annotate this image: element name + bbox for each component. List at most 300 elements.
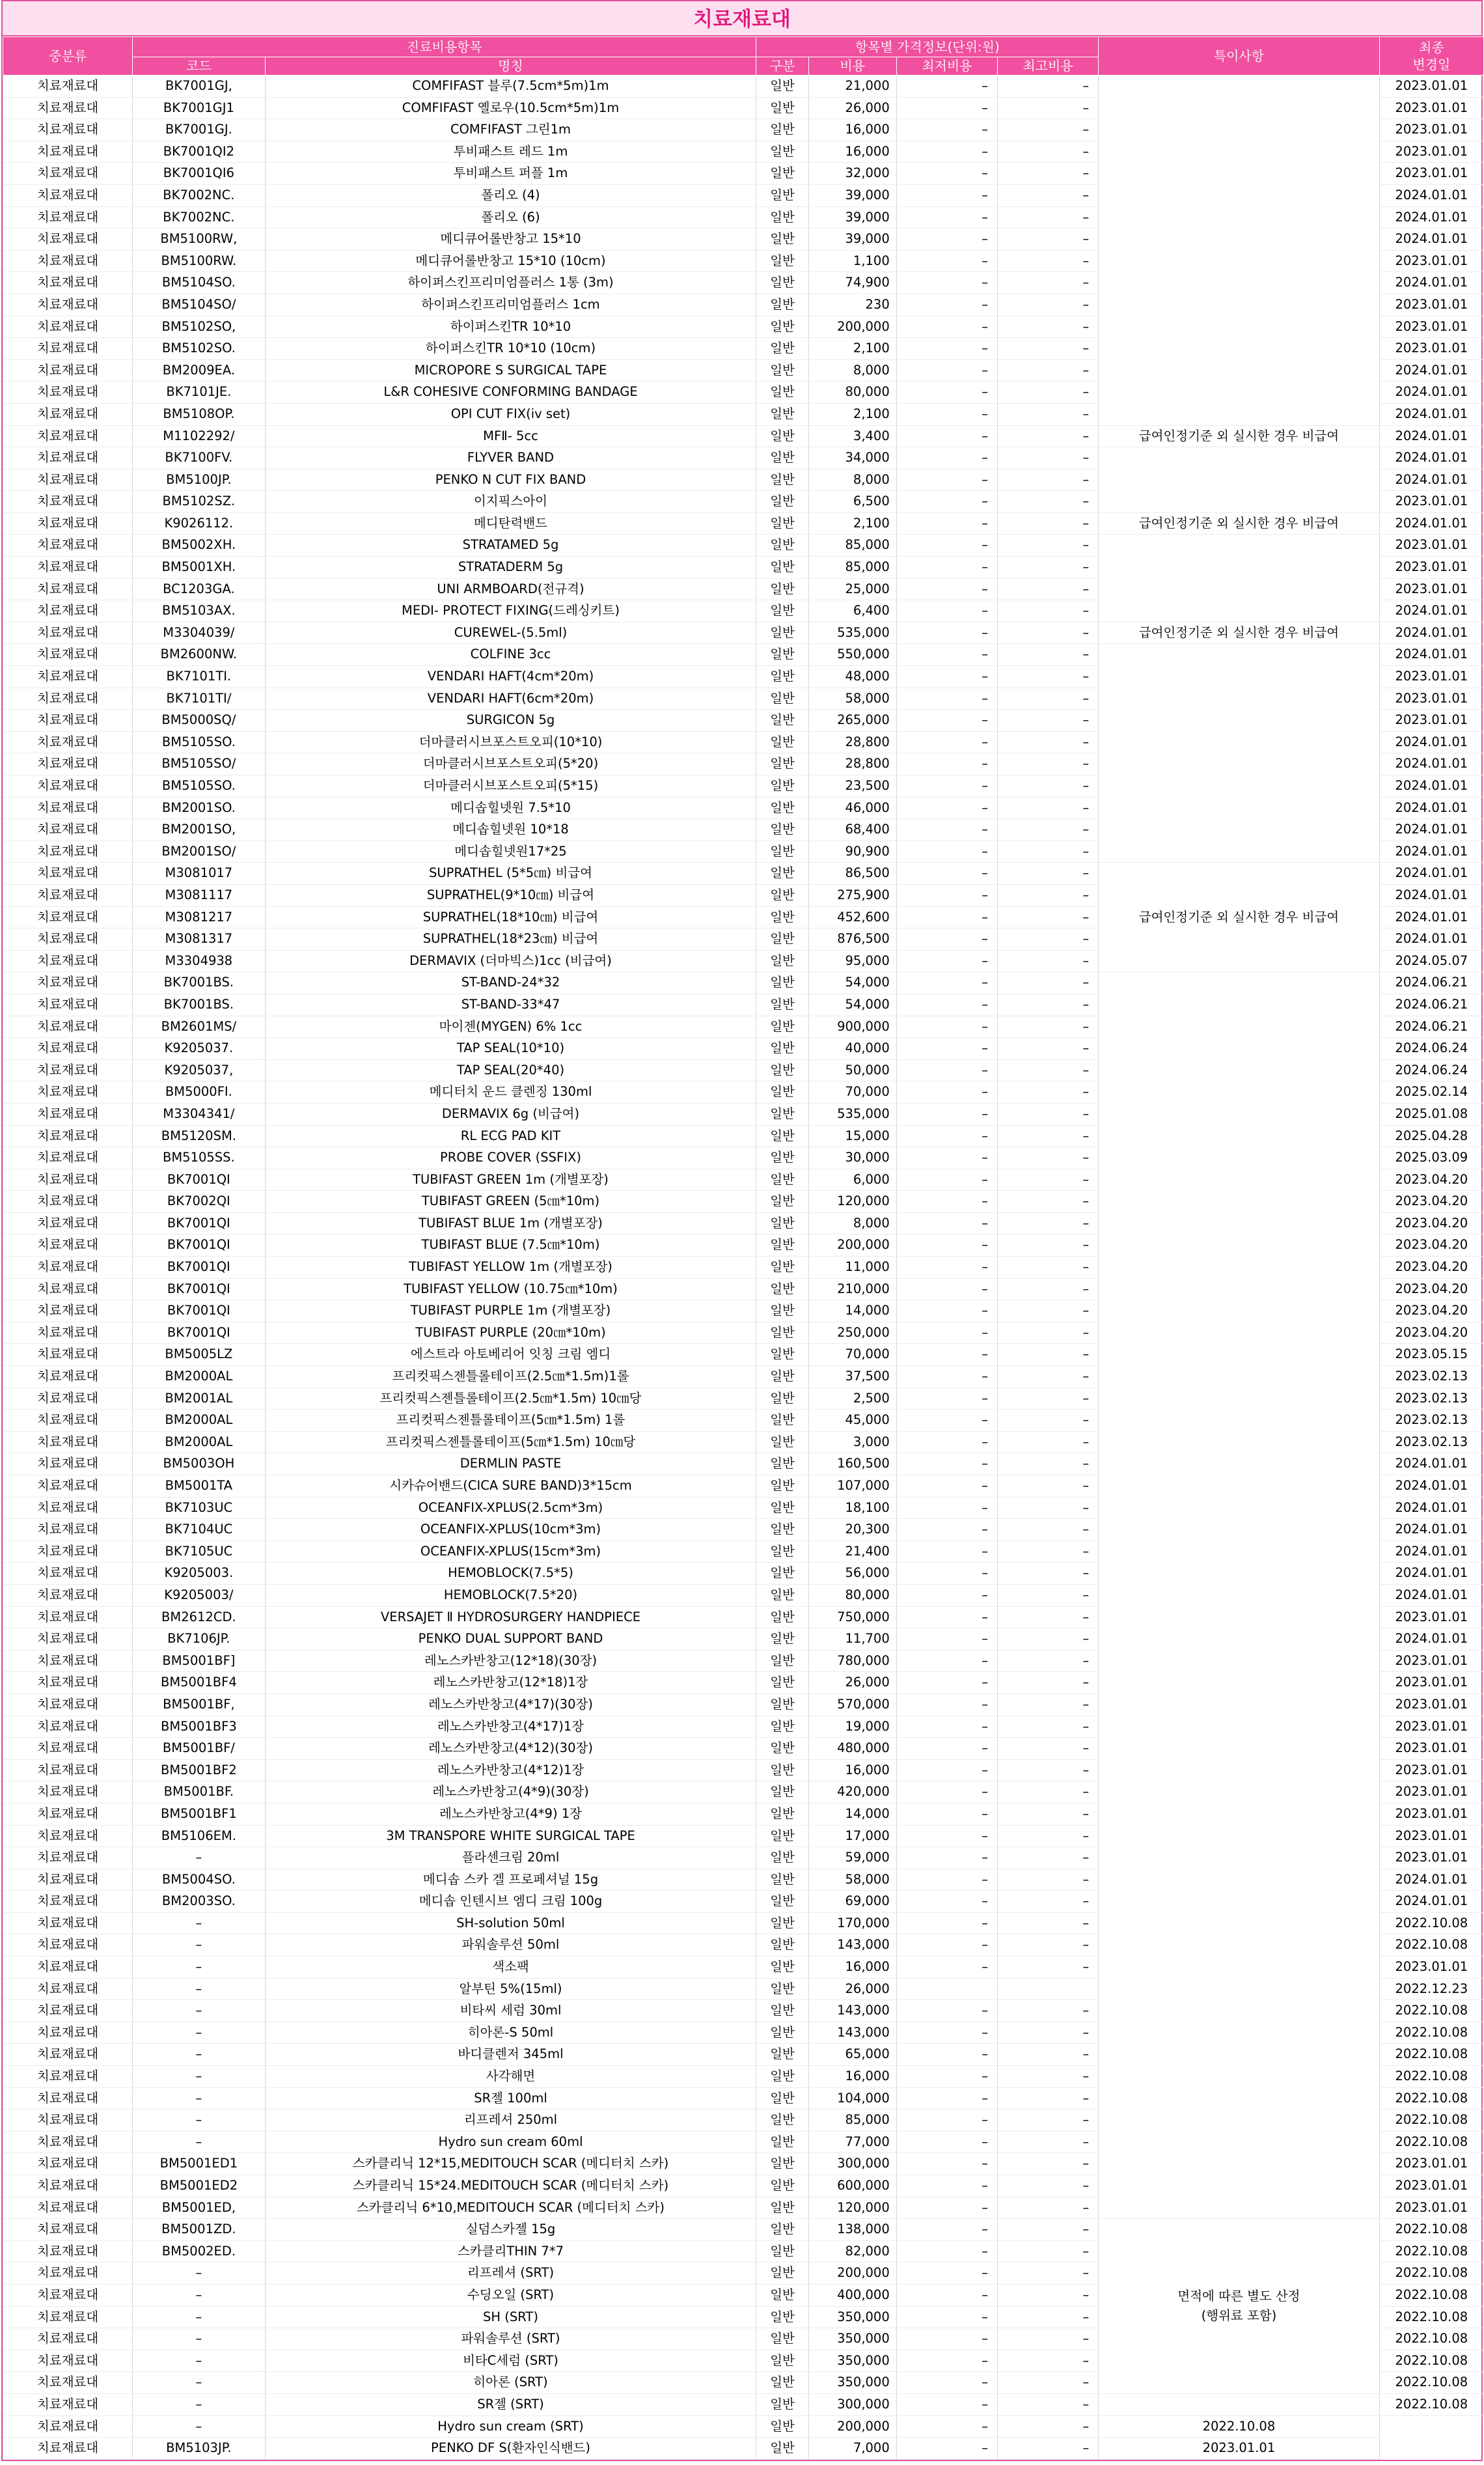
- cell-price: 120,000: [808, 2197, 896, 2219]
- cell-name: SURGICON 5g: [265, 710, 756, 732]
- cell-name: 메디솝힐넷원 7.5*10: [265, 797, 756, 819]
- cell-price: 400,000: [808, 2284, 896, 2306]
- cell-updated: 2024.01.01: [1379, 1869, 1483, 1891]
- cell-min-price: –: [896, 97, 997, 119]
- cell-category: 치료재료대: [3, 2066, 133, 2088]
- cell-category: 치료재료대: [3, 1431, 133, 1453]
- cell-code: BM2009EA.: [133, 359, 265, 382]
- cell-updated: 2023.01.01: [1379, 1650, 1483, 1672]
- cell-updated: 2023.02.13: [1379, 1410, 1483, 1432]
- cell-max-price: –: [997, 1803, 1098, 1825]
- header-max-price: 최고비용: [997, 57, 1098, 76]
- cell-type: 일반: [756, 797, 808, 819]
- cell-category: 치료재료대: [3, 1081, 133, 1104]
- cell-name: 메디솝 인텐시브 엠디 크림 100g: [265, 1891, 756, 1913]
- cell-code: BM2003SO.: [133, 1891, 265, 1913]
- cell-category: 치료재료대: [3, 2393, 133, 2416]
- cell-price: 3,000: [808, 1431, 896, 1453]
- cell-price: 104,000: [808, 2087, 896, 2110]
- cell-max-price: –: [997, 1278, 1098, 1300]
- cell-min-price: –: [896, 491, 997, 513]
- cell-code: BK7001QI: [133, 1169, 265, 1191]
- cell-code: BM5002ED.: [133, 2240, 265, 2263]
- cell-price: 28,800: [808, 731, 896, 753]
- cell-price: 2,500: [808, 1387, 896, 1410]
- cell-code: BK7001QI6: [133, 163, 265, 185]
- cell-price: 300,000: [808, 2393, 896, 2416]
- cell-name: PENKO N CUT FIX BAND: [265, 469, 756, 491]
- cell-name: COLFINE 3cc: [265, 644, 756, 666]
- cell-name: 사각해면: [265, 2066, 756, 2088]
- cell-updated: 2024.01.01: [1379, 359, 1483, 382]
- cell-price: 90,900: [808, 841, 896, 863]
- cell-type: 일반: [756, 229, 808, 251]
- cell-code: BM2001SO.: [133, 797, 265, 819]
- cell-min-price: –: [896, 1059, 997, 1081]
- cell-code: BM2000AL: [133, 1366, 265, 1388]
- cell-code: K9205003.: [133, 1563, 265, 1585]
- cell-type: 일반: [756, 2175, 808, 2197]
- cell-updated: 2025.03.09: [1379, 1147, 1483, 1169]
- cell-type: 일반: [756, 2087, 808, 2110]
- cell-max-price: –: [997, 2438, 1098, 2460]
- cell-max-price: –: [997, 206, 1098, 229]
- cell-max-price: –: [997, 1191, 1098, 1213]
- cell-type: 일반: [756, 1891, 808, 1913]
- cell-name: ST-BAND-24*32: [265, 972, 756, 994]
- cell-price: 8,000: [808, 1212, 896, 1234]
- cell-name: MEDI- PROTECT FIXING(드레싱키트): [265, 600, 756, 622]
- cell-category: 치료재료대: [3, 1957, 133, 1979]
- cell-type: 일반: [756, 600, 808, 622]
- cell-note: 면적에 따른 별도 산정 (행위료 포함): [1099, 2219, 1380, 2394]
- cell-name: 알부틴 5%(15ml): [265, 1978, 756, 2000]
- cell-updated: 2024.01.01: [1379, 731, 1483, 753]
- cell-code: BM2000AL: [133, 1431, 265, 1453]
- cell-code: BM5102SO,: [133, 316, 265, 338]
- cell-updated: 2023.01.01: [1379, 1738, 1483, 1760]
- cell-updated: 2024.01.01: [1379, 797, 1483, 819]
- cell-min-price: –: [896, 1497, 997, 1519]
- table-row: [3, 863, 1484, 885]
- cell-max-price: –: [997, 184, 1098, 206]
- cell-max-price: –: [997, 819, 1098, 841]
- cell-category: 치료재료대: [3, 97, 133, 119]
- cell-category: 치료재료대: [3, 1257, 133, 1279]
- cell-max-price: –: [997, 2393, 1098, 2416]
- cell-category: 치료재료대: [3, 382, 133, 404]
- cell-code: M3081217: [133, 906, 265, 928]
- cell-min-price: –: [896, 731, 997, 753]
- cell-type: 일반: [756, 1103, 808, 1125]
- cell-price: 18,100: [808, 1497, 896, 1519]
- cell-code: –: [133, 2328, 265, 2350]
- cell-min-price: –: [896, 447, 997, 469]
- cell-price: 7,000: [808, 2438, 896, 2460]
- cell-max-price: –: [997, 622, 1098, 644]
- cell-price: 32,000: [808, 163, 896, 185]
- cell-max-price: –: [997, 2131, 1098, 2153]
- cell-category: 치료재료대: [3, 1540, 133, 1563]
- cell-max-price: –: [997, 1563, 1098, 1585]
- cell-code: BM5106EM.: [133, 1825, 265, 1847]
- cell-code: M3304341/: [133, 1103, 265, 1125]
- cell-updated: 2023.01.01: [1379, 1759, 1483, 1781]
- cell-code: –: [133, 2000, 265, 2022]
- cell-min-price: –: [896, 1147, 997, 1169]
- cell-min-price: –: [896, 1584, 997, 1606]
- cell-max-price: –: [997, 2066, 1098, 2088]
- cell-category: 치료재료대: [3, 491, 133, 513]
- cell-updated: 2022.10.08: [1379, 2306, 1483, 2328]
- cell-updated: 2024.06.24: [1379, 1038, 1483, 1060]
- cell-category: 치료재료대: [3, 1322, 133, 1344]
- cell-name: 실덤스카젤 15g: [265, 2219, 756, 2241]
- cell-max-price: –: [997, 382, 1098, 404]
- cell-max-price: –: [997, 578, 1098, 600]
- cell-code: –: [133, 2372, 265, 2394]
- cell-type: 일반: [756, 447, 808, 469]
- cell-max-price: –: [997, 1716, 1098, 1738]
- cell-code: BK7001QI: [133, 1278, 265, 1300]
- cell-max-price: –: [997, 359, 1098, 382]
- table-body: [3, 76, 1484, 2460]
- cell-price: 80,000: [808, 1584, 896, 1606]
- cell-min-price: –: [896, 1869, 997, 1891]
- cell-code: BM5103JP.: [133, 2438, 265, 2460]
- cell-code: BM5102SO.: [133, 338, 265, 360]
- cell-updated: 2024.01.01: [1379, 1519, 1483, 1541]
- cell-price: 876,500: [808, 928, 896, 951]
- cell-price: 170,000: [808, 1912, 896, 1934]
- cell-price: 143,000: [808, 1934, 896, 1957]
- cell-price: 2,100: [808, 403, 896, 425]
- cell-min-price: –: [896, 797, 997, 819]
- cell-name: DERMAVIX 6g (비급여): [265, 1103, 756, 1125]
- cell-name: 히아론-S 50ml: [265, 2022, 756, 2044]
- cell-type: 일반: [756, 1322, 808, 1344]
- cell-type: 일반: [756, 97, 808, 119]
- cell-price: 70,000: [808, 1344, 896, 1366]
- cell-code: –: [133, 1912, 265, 1934]
- cell-price: 58,000: [808, 688, 896, 710]
- cell-name: PENKO DF S(환자인식밴드): [265, 2438, 756, 2460]
- cell-category: 치료재료대: [3, 1825, 133, 1847]
- cell-max-price: –: [997, 731, 1098, 753]
- cell-price: 95,000: [808, 950, 896, 972]
- cell-name: 바디클렌저 345ml: [265, 2044, 756, 2066]
- cell-min-price: –: [896, 2219, 997, 2241]
- cell-name: 프리컷픽스젠틀롤테이프(2.5㎝*1.5m)1롤: [265, 1366, 756, 1388]
- cell-type: 일반: [756, 512, 808, 535]
- cell-price: 16,000: [808, 2066, 896, 2088]
- cell-code: BM5000SQ/: [133, 710, 265, 732]
- cell-name: 메디큐어롤반창고 15*10 (10cm): [265, 250, 756, 272]
- cell-category: 치료재료대: [3, 316, 133, 338]
- cell-name: 프리컷픽스젠틀롤테이프(5㎝*1.5m) 10㎝당: [265, 1431, 756, 1453]
- cell-updated: 2025.04.28: [1379, 1125, 1483, 1147]
- cell-category: 치료재료대: [3, 2110, 133, 2132]
- cell-name: STRATADERM 5g: [265, 557, 756, 579]
- cell-name: SUPRATHEL(18*23㎝) 비급여: [265, 928, 756, 951]
- cell-updated: 2024.01.01: [1379, 1891, 1483, 1913]
- cell-updated: 2022.10.08: [1379, 2131, 1483, 2153]
- cell-category: 치료재료대: [3, 819, 133, 841]
- cell-price: 275,900: [808, 884, 896, 906]
- cell-updated: 2023.04.20: [1379, 1322, 1483, 1344]
- cell-max-price: –: [997, 710, 1098, 732]
- cell-category: 치료재료대: [3, 1650, 133, 1672]
- cell-name: 하이퍼스킨TR 10*10: [265, 316, 756, 338]
- cell-max-price: –: [997, 512, 1098, 535]
- cell-category: 치료재료대: [3, 294, 133, 316]
- cell-min-price: –: [896, 250, 997, 272]
- cell-name: SH-solution 50ml: [265, 1912, 756, 1934]
- cell-name: 레노스카반창고(4*12)(30장): [265, 1738, 756, 1760]
- cell-code: –: [133, 1847, 265, 1869]
- cell-type: 일반: [756, 994, 808, 1016]
- cell-updated: 2023.01.01: [1379, 1957, 1483, 1979]
- cell-max-price: –: [997, 644, 1098, 666]
- cell-name: OPI CUT FIX(iv set): [265, 403, 756, 425]
- cell-category: 치료재료대: [3, 2000, 133, 2022]
- cell-price: 230: [808, 294, 896, 316]
- cell-type: 일반: [756, 1563, 808, 1585]
- page: [1, 0, 1483, 2461]
- cell-price: 80,000: [808, 382, 896, 404]
- header-updated: 최종 변경일: [1379, 37, 1483, 76]
- cell-name: SR젤 100ml: [265, 2087, 756, 2110]
- cell-updated: 2023.04.20: [1379, 1278, 1483, 1300]
- cell-type: 일반: [756, 2219, 808, 2241]
- cell-name: PENKO DUAL SUPPORT BAND: [265, 1628, 756, 1650]
- cell-price: 16,000: [808, 141, 896, 163]
- cell-category: 치료재료대: [3, 1891, 133, 1913]
- cell-price: 452,600: [808, 906, 896, 928]
- cell-code: M3081017: [133, 863, 265, 885]
- table-row: [3, 972, 1484, 994]
- cell-price: 3,400: [808, 425, 896, 447]
- cell-price: 2,100: [808, 338, 896, 360]
- cell-category: 치료재료대: [3, 535, 133, 557]
- cell-max-price: –: [997, 1891, 1098, 1913]
- cell-price: 82,000: [808, 2240, 896, 2263]
- cell-name: DERMAVIX (더마빅스)1cc (비급여): [265, 950, 756, 972]
- cell-updated: 2024.01.01: [1379, 863, 1483, 885]
- cell-name: Hydro sun cream 60ml: [265, 2131, 756, 2153]
- cell-updated: 2023.01.01: [1379, 557, 1483, 579]
- cell-code: –: [133, 2087, 265, 2110]
- cell-price: 19,000: [808, 1716, 896, 1738]
- cell-type: 일반: [756, 294, 808, 316]
- cell-code: BK7100FV.: [133, 447, 265, 469]
- cell-max-price: –: [997, 1431, 1098, 1453]
- cell-updated: 2024.01.01: [1379, 469, 1483, 491]
- cell-code: BK7001QI: [133, 1234, 265, 1257]
- cell-category: 치료재료대: [3, 2416, 133, 2438]
- cell-max-price: –: [997, 1038, 1098, 1060]
- cell-category: 치료재료대: [3, 1191, 133, 1213]
- cell-min-price: –: [896, 1431, 997, 1453]
- cell-name: TAP SEAL(20*40): [265, 1059, 756, 1081]
- cell-name: 메디솝힐넷원 10*18: [265, 819, 756, 841]
- cell-type: 일반: [756, 1257, 808, 1279]
- cell-price: 8,000: [808, 469, 896, 491]
- cell-name: ST-BAND-33*47: [265, 994, 756, 1016]
- cell-note: [1099, 2393, 1380, 2416]
- cell-max-price: –: [997, 163, 1098, 185]
- cell-category: 치료재료대: [3, 2087, 133, 2110]
- cell-type: 일반: [756, 2393, 808, 2416]
- cell-name: FLYVER BAND: [265, 447, 756, 469]
- cell-type: 일반: [756, 1672, 808, 1694]
- cell-price: 45,000: [808, 1410, 896, 1432]
- cell-type: 일반: [756, 425, 808, 447]
- cell-code: BK7001QI: [133, 1322, 265, 1344]
- cell-code: BM5105SO/: [133, 753, 265, 775]
- cell-name: 비타C세럼 (SRT): [265, 2350, 756, 2372]
- cell-name: HEMOBLOCK(7.5*20): [265, 1584, 756, 1606]
- cell-min-price: –: [896, 1016, 997, 1038]
- cell-updated: 2024.01.01: [1379, 229, 1483, 251]
- cell-type: 일반: [756, 359, 808, 382]
- cell-type: 일반: [756, 906, 808, 928]
- cell-type: 일반: [756, 1300, 808, 1322]
- cell-updated: 2024.06.21: [1379, 1016, 1483, 1038]
- cell-updated: 2023.01.01: [1379, 535, 1483, 557]
- cell-price: 200,000: [808, 2416, 896, 2438]
- cell-price: 26,000: [808, 97, 896, 119]
- cell-max-price: –: [997, 1322, 1098, 1344]
- cell-max-price: –: [997, 950, 1098, 972]
- cell-name: 레노스카반창고(4*9) 1장: [265, 1803, 756, 1825]
- cell-code: –: [133, 2066, 265, 2088]
- cell-type: 일반: [756, 1147, 808, 1169]
- cell-price: 6,000: [808, 1169, 896, 1191]
- cell-name: OCEANFIX-XPLUS(15cm*3m): [265, 1540, 756, 1563]
- cell-category: 치료재료대: [3, 600, 133, 622]
- cell-category: 치료재료대: [3, 229, 133, 251]
- cell-type: 일반: [756, 1059, 808, 1081]
- cell-category: 치료재료대: [3, 863, 133, 885]
- cell-type: 일반: [756, 644, 808, 666]
- cell-category: 치료재료대: [3, 1693, 133, 1716]
- cell-type: 일반: [756, 775, 808, 798]
- cell-max-price: –: [997, 2175, 1098, 2197]
- cell-price: 85,000: [808, 2110, 896, 2132]
- cell-category: 치료재료대: [3, 1212, 133, 1234]
- cell-code: BM5100RW,: [133, 229, 265, 251]
- cell-name: MICROPORE S SURGICAL TAPE: [265, 359, 756, 382]
- cell-min-price: –: [896, 2175, 997, 2197]
- cell-max-price: –: [997, 272, 1098, 294]
- cell-code: BM2001SO/: [133, 841, 265, 863]
- cell-price: 48,000: [808, 666, 896, 688]
- cell-max-price: –: [997, 557, 1098, 579]
- cell-category: 치료재료대: [3, 2175, 133, 2197]
- cell-note: [1099, 644, 1380, 863]
- cell-type: 일반: [756, 1716, 808, 1738]
- cell-name: SUPRATHEL(9*10㎝) 비급여: [265, 884, 756, 906]
- cell-updated: 2024.01.01: [1379, 1497, 1483, 1519]
- cell-category: 치료재료대: [3, 1125, 133, 1147]
- cell-max-price: –: [997, 1759, 1098, 1781]
- cell-code: BM5001ED2: [133, 2175, 265, 2197]
- cell-category: 치료재료대: [3, 2263, 133, 2285]
- cell-max-price: –: [997, 1234, 1098, 1257]
- cell-price: 11,700: [808, 1628, 896, 1650]
- cell-min-price: –: [896, 2131, 997, 2153]
- cell-max-price: –: [997, 2350, 1098, 2372]
- cell-type: 일반: [756, 841, 808, 863]
- cell-name: 리프레셔 250ml: [265, 2110, 756, 2132]
- cell-min-price: –: [896, 884, 997, 906]
- cell-price: 138,000: [808, 2219, 896, 2241]
- cell-name: STRATAMED 5g: [265, 535, 756, 557]
- cell-price: 28,800: [808, 753, 896, 775]
- cell-category: 치료재료대: [3, 2197, 133, 2219]
- cell-code: M3081117: [133, 884, 265, 906]
- cell-min-price: –: [896, 2438, 997, 2460]
- cell-min-price: –: [896, 2110, 997, 2132]
- cell-category: 치료재료대: [3, 119, 133, 141]
- cell-type: 일반: [756, 1934, 808, 1957]
- cell-name: RL ECG PAD KIT: [265, 1125, 756, 1147]
- cell-updated: 2022.10.08: [1379, 2044, 1483, 2066]
- cell-name: VERSAJET Ⅱ HYDROSURGERY HANDPIECE: [265, 1606, 756, 1628]
- cell-category: 치료재료대: [3, 1869, 133, 1891]
- cell-min-price: –: [896, 1410, 997, 1432]
- cell-price: 69,000: [808, 1891, 896, 1913]
- cell-category: 치료재료대: [3, 1016, 133, 1038]
- cell-name: TUBIFAST PURPLE 1m (개별포장): [265, 1300, 756, 1322]
- cell-price: 26,000: [808, 1672, 896, 1694]
- cell-price: 8,000: [808, 359, 896, 382]
- cell-min-price: –: [896, 1453, 997, 1475]
- cell-code: BM5001BF.: [133, 1781, 265, 1803]
- cell-type: 일반: [756, 316, 808, 338]
- cell-max-price: –: [997, 753, 1098, 775]
- cell-name: 메디터치 운드 클렌징 130ml: [265, 1081, 756, 1104]
- cell-min-price: –: [896, 1628, 997, 1650]
- cell-name: SR젤 (SRT): [265, 2393, 756, 2416]
- cell-category: 치료재료대: [3, 666, 133, 688]
- cell-max-price: –: [997, 1300, 1098, 1322]
- cell-category: 치료재료대: [3, 2022, 133, 2044]
- cell-min-price: –: [896, 2240, 997, 2263]
- cell-max-price: –: [997, 906, 1098, 928]
- cell-min-price: –: [896, 1781, 997, 1803]
- cell-category: 치료재료대: [3, 1366, 133, 1388]
- cell-code: BK7105UC: [133, 1540, 265, 1563]
- cell-category: 치료재료대: [3, 2350, 133, 2372]
- cell-price: 70,000: [808, 1081, 896, 1104]
- cell-type: 일반: [756, 972, 808, 994]
- cell-note: [1099, 447, 1380, 513]
- table-row: [3, 2219, 1484, 2241]
- cell-updated: 2023.01.01: [1379, 316, 1483, 338]
- cell-code: –: [133, 2110, 265, 2132]
- cell-code: –: [133, 2022, 265, 2044]
- cell-name: 리프레셔 (SRT): [265, 2263, 756, 2285]
- cell-min-price: –: [896, 1606, 997, 1628]
- cell-max-price: –: [997, 1257, 1098, 1279]
- cell-code: BK7101TI/: [133, 688, 265, 710]
- cell-price: 37,500: [808, 1366, 896, 1388]
- cell-name: COMFIFAST 블루(7.5cm*5m)1m: [265, 76, 756, 98]
- cell-code: M3304039/: [133, 622, 265, 644]
- header-price: 비용: [808, 57, 896, 76]
